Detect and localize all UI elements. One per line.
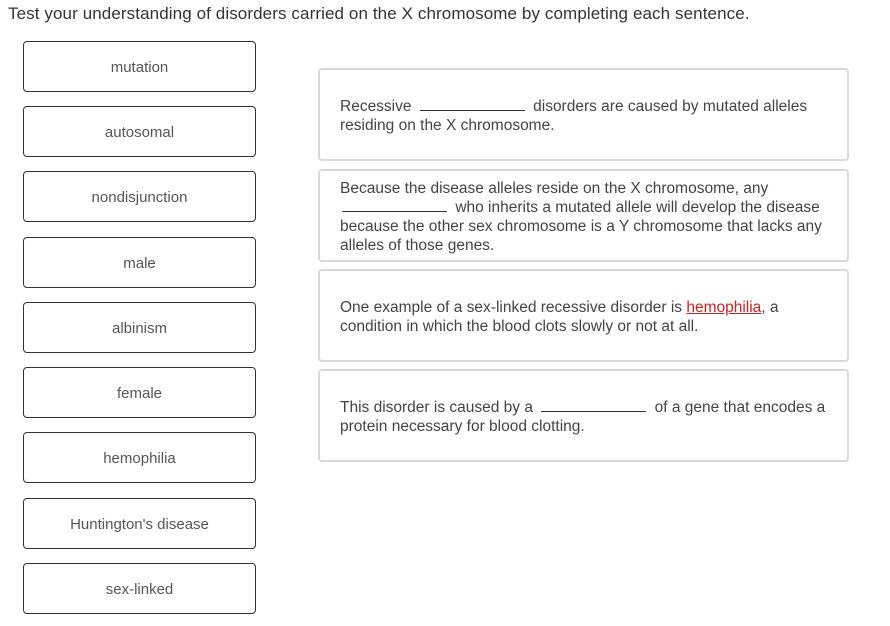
word-tile-nondisjunction[interactable] — [23, 171, 256, 222]
word-tile-huntingtons-disease[interactable] — [23, 498, 256, 549]
word-tile-label: Huntington's disease — [70, 516, 209, 533]
sentence-text: , a condition in which the blood clots slowly or not at all. — [340, 299, 779, 335]
word-tile-autosomal[interactable] — [23, 106, 256, 157]
word-tile-label: autosomal — [104, 124, 175, 141]
word-tile-label: nondisjunction — [91, 189, 188, 206]
word-tile-female[interactable] — [23, 367, 256, 418]
word-tile-label: male — [123, 255, 156, 272]
sentence-text: of a gene that encodes a protein necessary for blood clotting. — [340, 399, 826, 435]
word-tile-male[interactable] — [23, 237, 256, 288]
sentence-text: Because the disease alleles reside on the X chromosome, any — [340, 180, 769, 197]
sentence-text: This disorder is caused by a — [340, 399, 533, 416]
drop-blank[interactable] — [541, 398, 646, 412]
sentence-card-1 — [318, 68, 849, 161]
word-tile-albinism[interactable] — [23, 302, 256, 353]
hemophilia-link[interactable]: hemophilia — [686, 299, 762, 316]
word-tile-sex-linked[interactable] — [23, 563, 256, 614]
sentence-text: who inherits a mutated allele will develop the disease because the other sex chromosome is a Y chromosome that lacks any alleles of those genes. — [340, 199, 822, 254]
word-tile-label: hemophilia — [103, 450, 176, 467]
word-tile-label: mutation — [110, 59, 169, 76]
drop-blank[interactable] — [342, 198, 447, 212]
sentence-card-2 — [318, 169, 849, 262]
sentence-text: One example of a sex-linked recessive disorder is — [340, 299, 683, 316]
drop-blank[interactable] — [420, 97, 525, 111]
word-tile-label: sex-linked — [105, 581, 174, 598]
word-tile-label: albinism — [111, 320, 168, 337]
sentence-text: Recessive — [340, 98, 412, 115]
sentence-text: disorders are caused by mutated alleles residing on the X chromosome. — [340, 98, 808, 134]
instructions-text: Test your understanding of disorders carried on the X chromosome by completing each sentence. — [8, 4, 750, 23]
word-tile-mutation[interactable] — [23, 41, 256, 92]
word-tile-hemophilia[interactable] — [23, 432, 256, 483]
sentence-card-4 — [318, 369, 849, 462]
word-tile-label: female — [116, 385, 163, 402]
sentence-card-3 — [318, 269, 849, 362]
